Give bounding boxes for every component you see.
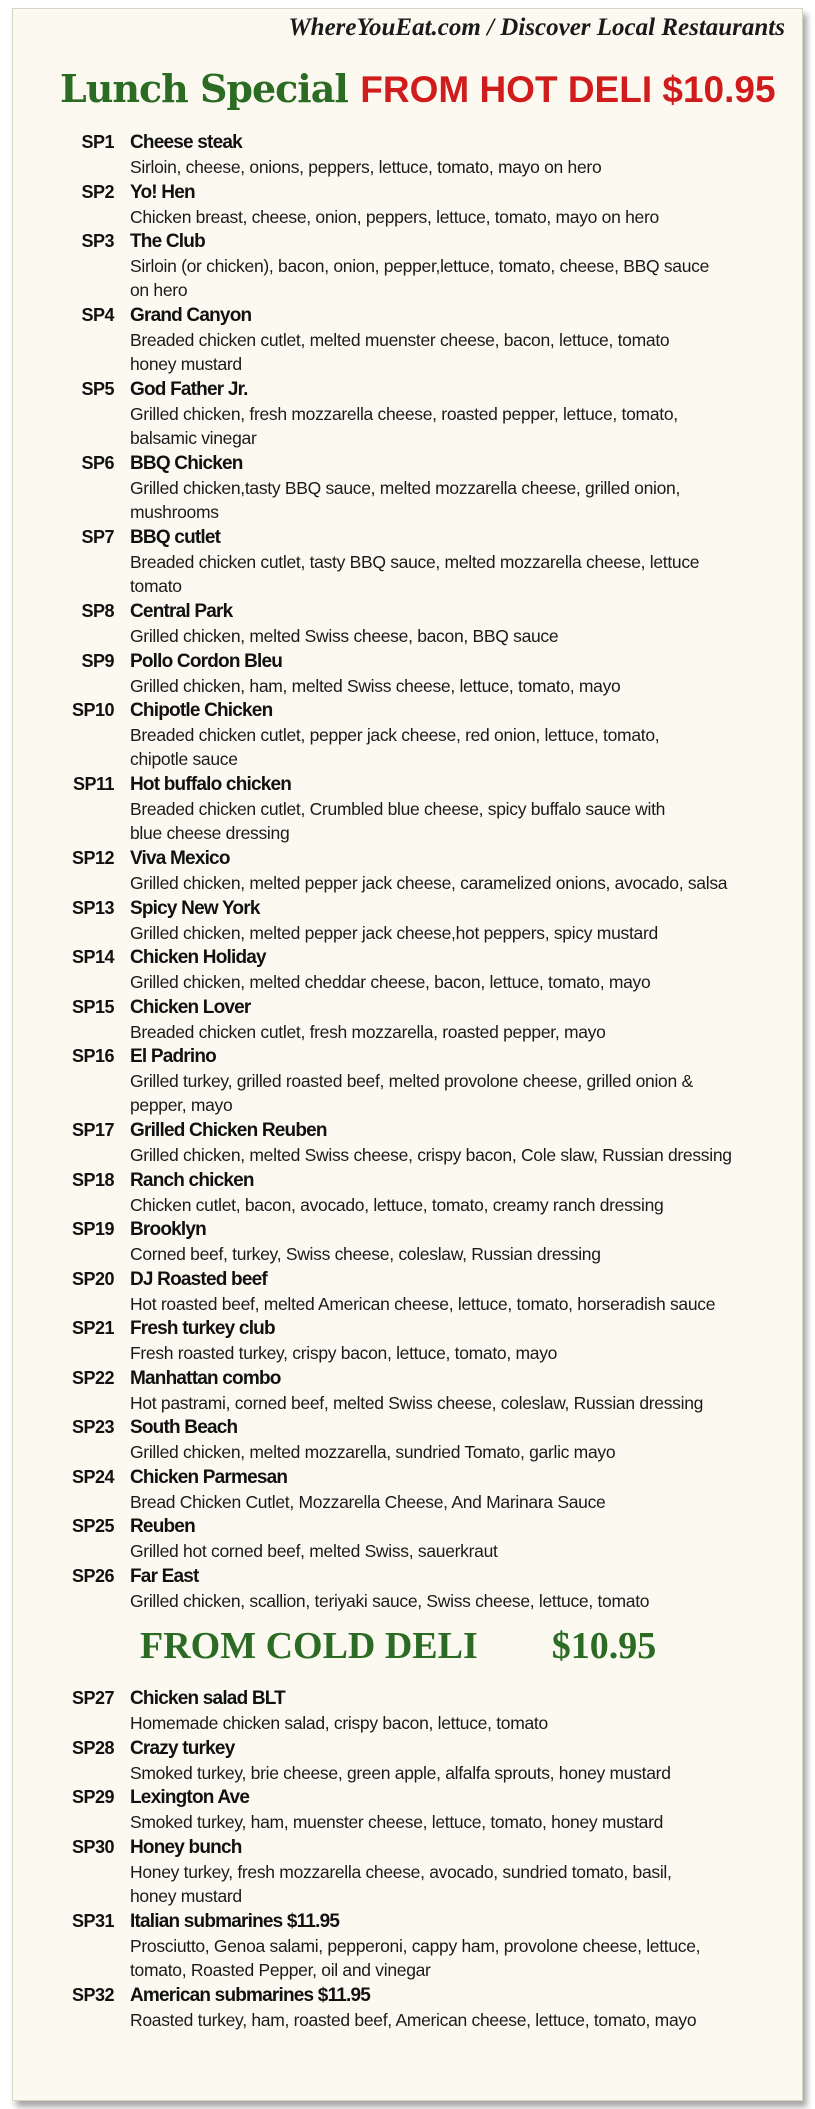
item-name: South Beach [130,1417,238,1438]
item-code: SP13 [71,897,114,918]
item-name: Crazy turkey [130,1737,235,1759]
item-name: Pollo Cordon Bleu [130,650,283,672]
item-description [130,871,770,895]
item-name: Grilled Chicken Reuben [130,1120,327,1141]
item-code: SP3 [81,231,114,251]
item-code: SP18 [71,1169,114,1190]
item-description-line: Grilled chicken, melted pepper jack cheese,hot peppers, spicy mustard [130,922,658,943]
item-code: SP10 [71,700,114,720]
item-name: Cheese steak [130,132,242,153]
item-description [130,1440,770,1464]
cold-deli-heading [140,1624,656,1668]
item-description [130,624,770,648]
item-description [130,1292,770,1316]
item-description [130,550,770,598]
item-description-line: Grilled turkey, grilled roasted beef, melted provolone cheese, grilled onion & [130,1071,693,1091]
item-code: SP4 [81,305,114,325]
item-description-line: Grilled chicken, melted pepper jack cheese, caramelized onions, avocado, salsa [130,873,728,893]
item-code: SP23 [71,1417,114,1437]
site-banner: WhereYouEat.com / Discover Local Restaurants [288,14,785,41]
item-name: American submarines $11.95 [130,1984,371,2006]
title-lunch-special: Lunch Special [60,66,348,111]
item-name: Ranch chicken [130,1169,254,1191]
item-name: Fresh turkey club [130,1318,275,1339]
item-code: SP9 [81,650,114,671]
item-name: BBQ cutlet [130,527,221,548]
item-name: Chicken Holiday [130,947,266,968]
item-description-line: tomato, Roasted Pepper, oil and vinegar [130,1959,431,1980]
item-description-line: Hot roasted beef, melted American cheese, lettuce, tomato, horseradish sauce [130,1293,716,1314]
item-name: Honey bunch [130,1836,242,1858]
item-name: Grand Canyon [130,305,252,326]
item-description-line: tomato [130,576,182,596]
item-description [130,155,770,179]
item-code: SP32 [71,1984,114,2005]
item-description-line: Hot pastrami, corned beef, melted Swiss cheese, coleslaw, Russian dressing [130,1392,704,1413]
item-name: Lexington Ave [130,1787,250,1808]
item-name: El Padrino [130,1046,216,1067]
item-name: Viva Mexico [130,848,230,869]
item-description-line: balsamic vinegar [130,428,257,448]
item-description-line: Grilled chicken, melted Swiss cheese, bacon, BBQ sauce [130,626,559,646]
item-code: SP6 [81,453,114,473]
item-description [130,1490,770,1514]
item-code: SP27 [71,1688,114,1708]
item-code: SP31 [71,1910,114,1931]
item-name: God Father Jr. [130,379,248,400]
item-description-line: Smoked turkey, ham, muenster cheese, lettuce, tomato, honey mustard [130,1812,664,1832]
item-name: Manhattan combo [130,1367,281,1389]
item-name: Italian submarines $11.95 [130,1910,340,1932]
item-description [130,1860,770,1908]
item-description [130,1810,770,1834]
item-code: SP8 [81,601,114,621]
item-description-line: Breaded chicken cutlet, pepper jack cheese, red onion, lettuce, tomato, [130,725,660,745]
item-description-line: Homemade chicken salad, crispy bacon, lettuce, tomato [130,1713,548,1733]
item-code: SP28 [71,1737,114,1758]
item-description [130,254,770,302]
item-description [130,205,770,229]
item-name: Brooklyn [130,1219,206,1240]
cold-deli-label: FROM COLD DELI [140,1625,478,1667]
item-description-line: Honey turkey, fresh mozzarella cheese, avocado, sundried tomato, basil, [130,1861,672,1882]
item-code: SP29 [71,1787,114,1807]
item-description [130,1143,770,1167]
item-description-line: Grilled chicken, melted Swiss cheese, crispy bacon, Cole slaw, Russian dressing [130,1145,732,1165]
item-description [130,1341,770,1365]
item-code: SP14 [71,947,114,967]
item-description-line: on hero [130,280,188,300]
item-name: Chipotle Chicken [130,700,273,721]
item-code: SP17 [71,1120,114,1140]
title-hot-deli-price: FROM HOT DELI $10.95 [360,69,776,110]
item-description-line: Breaded chicken cutlet, Crumbled blue cheese, spicy buffalo sauce with [130,799,666,819]
item-description [130,328,770,376]
item-description [130,1020,770,1044]
item-name: Chicken Parmesan [130,1466,288,1488]
item-description-line: Corned beef, turkey, Swiss cheese, coleslaw, Russian dressing [130,1244,601,1264]
item-description [130,921,770,945]
item-description-line: Bread Chicken Cutlet, Mozzarella Cheese, And Marinara Sauce [130,1491,606,1512]
item-name: The Club [130,231,205,252]
item-description-line: Grilled hot corned beef, melted Swiss, sauerkraut [130,1541,498,1561]
item-description [130,1711,770,1735]
item-description [130,1934,770,1982]
page-title [60,66,776,111]
item-code: SP12 [71,848,114,868]
item-description [130,674,770,698]
item-description-line: Chicken cutlet, bacon, avocado, lettuce, tomato, creamy ranch dressing [130,1194,664,1215]
item-code: SP20 [71,1268,114,1289]
item-code: SP19 [71,1219,114,1239]
item-name: Chicken salad BLT [130,1688,285,1709]
item-description-line: Grilled chicken, scallion, teriyaki sauce, Swiss cheese, lettuce, tomato [130,1590,650,1611]
item-description-line: Fresh roasted turkey, crispy bacon, lettuce, tomato, mayo [130,1343,558,1363]
item-description-line: Chicken breast, cheese, onion, peppers, lettuce, tomato, mayo on hero [130,206,659,227]
item-description-line: honey mustard [130,354,242,374]
item-code: SP5 [81,379,114,399]
item-description-line: Prosciutto, Genoa salami, pepperoni, cappy ham, provolone cheese, lettuce, [130,1935,701,1956]
item-description-line: Sirloin, cheese, onions, peppers, lettuce, tomato, mayo on hero [130,157,602,177]
item-code: SP11 [72,774,114,794]
item-description [130,1761,770,1785]
item-code: SP22 [71,1367,114,1388]
item-description-line: Breaded chicken cutlet, tasty BBQ sauce, melted mozzarella cheese, lettuce [130,552,700,572]
item-code: SP30 [71,1836,114,1857]
item-name: BBQ Chicken [130,453,243,474]
item-description [130,1589,770,1613]
item-description [130,2008,770,2032]
item-code: SP21 [71,1318,114,1338]
item-name: Far East [130,1565,199,1587]
item-name: Spicy New York [130,897,260,919]
item-description-line: Grilled chicken,tasty BBQ sauce, melted mozzarella cheese, grilled onion, [130,478,681,498]
item-code: SP1 [81,132,114,152]
item-description [130,723,770,771]
item-description-line: Sirloin (or chicken), bacon, onion, pepper,lettuce, tomato, cheese, BBQ sauce [130,256,710,276]
item-description [130,1391,770,1415]
item-description-line: chipotle sauce [130,749,238,769]
item-description-line: Grilled chicken, melted cheddar cheese, bacon, lettuce, tomato, mayo [130,972,651,992]
item-description [130,797,770,845]
item-description-line: Breaded chicken cutlet, fresh mozzarella, roasted pepper, mayo [130,1021,606,1042]
item-code: SP26 [71,1565,114,1586]
item-description-line: honey mustard [130,1885,242,1906]
item-description [130,1193,770,1217]
item-description-line: mushrooms [130,502,219,522]
item-description-line: Grilled chicken, fresh mozzarella cheese, roasted pepper, lettuce, tomato, [130,404,678,424]
item-name: Reuben [130,1516,195,1537]
item-code: SP25 [71,1516,114,1536]
item-description-line: Grilled chicken, ham, melted Swiss cheese, lettuce, tomato, mayo [130,675,621,696]
item-description-line: Grilled chicken, melted mozzarella, sundried Tomato, garlic mayo [130,1442,616,1462]
item-code: SP16 [71,1046,114,1066]
item-description [130,1539,770,1563]
item-name: DJ Roasted beef [130,1268,267,1290]
item-description [130,1069,770,1117]
item-description [130,402,770,450]
item-name: Chicken Lover [130,996,251,1018]
item-description [130,970,770,994]
item-description-line: Breaded chicken cutlet, melted muenster cheese, bacon, lettuce, tomato [130,330,670,350]
item-description [130,1242,770,1266]
item-name: Hot buffalo chicken [130,774,292,795]
item-code: SP7 [81,527,114,547]
item-description [130,476,770,524]
cold-deli-price: $10.95 [551,1625,657,1667]
item-description-line: Roasted turkey, ham, roasted beef, American cheese, lettuce, tomato, mayo [130,2009,697,2030]
item-description-line: blue cheese dressing [130,823,290,843]
item-code: SP2 [81,181,114,202]
item-code: SP24 [71,1466,114,1487]
item-description-line: Smoked turkey, brie cheese, green apple, alfalfa sprouts, honey mustard [130,1762,671,1783]
item-description-line: pepper, mayo [130,1095,233,1115]
item-name: Yo! Hen [130,181,195,203]
item-name: Central Park [130,601,233,622]
item-code: SP15 [71,996,114,1017]
